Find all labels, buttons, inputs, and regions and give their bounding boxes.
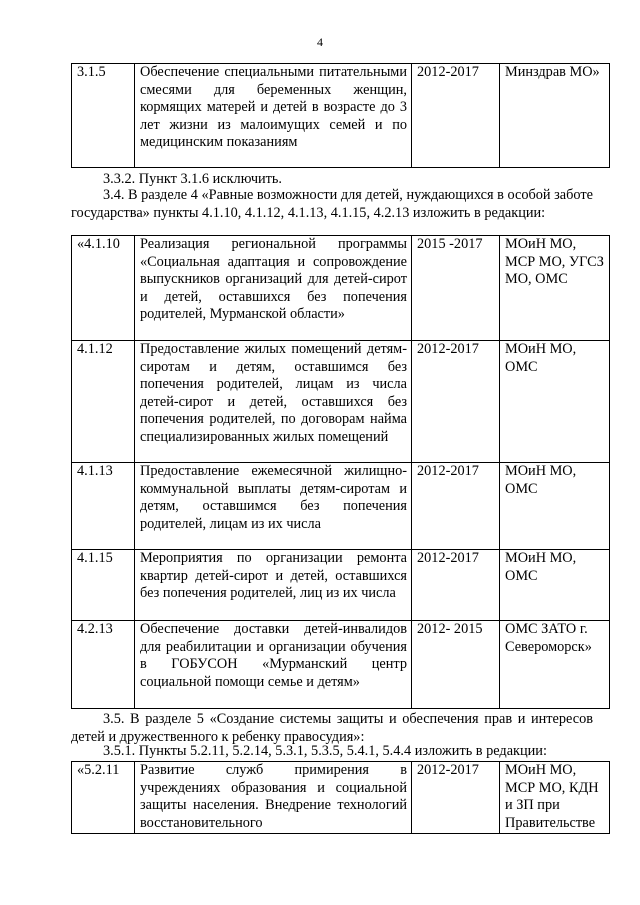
item-number: 4.1.13 — [72, 463, 135, 550]
item-period: 2012-2017 — [412, 550, 500, 621]
item-number: 4.1.15 — [72, 550, 135, 621]
paragraph-3-4: 3.4. В разделе 4 «Равные возможности для детей, нуждающихся в особой заботе государства» пункты 4.1.10, 4.1.12, 4.1.13, 4.1.15, 4.2.13 изложить в редакции: — [71, 187, 593, 221]
item-number: 3.1.5 — [72, 64, 135, 168]
item-description: Обеспечение специальными питательными смесями для беременных женщин, кормящих матерей и детей в возрасте до 3 лет жизни из малоимущих семей и по медицинским показаниям — [135, 64, 412, 168]
item-responsible: ОМС ЗАТО г. Североморск» — [500, 621, 610, 709]
item-period: 2012-2017 — [412, 762, 500, 834]
item-period: 2012-2017 — [412, 64, 500, 168]
item-period: 2012-2017 — [412, 463, 500, 550]
item-period: 2012- 2015 — [412, 621, 500, 709]
table-row — [72, 463, 610, 550]
table-row — [72, 64, 610, 168]
measures-table-section-4 — [71, 235, 610, 709]
item-responsible: МОиН МО, МСР МО, УГСЗ МО, ОМС — [500, 236, 610, 341]
paragraph-3-5-1: 3.5.1. Пункты 5.2.11, 5.2.14, 5.3.1, 5.3.5, 5.4.1, 5.4.4 изложить в редакции: — [103, 743, 547, 759]
measures-table-section-5 — [71, 761, 610, 834]
item-period: 2012-2017 — [412, 341, 500, 463]
page-number: 4 — [317, 35, 323, 49]
item-number: «4.1.10 — [72, 236, 135, 341]
table-row — [72, 621, 610, 709]
item-responsible: МОиН МО, ОМС — [500, 463, 610, 550]
item-number: 4.1.12 — [72, 341, 135, 463]
item-responsible: МОиН МО, МСР МО, КДН и ЗП при Правительстве — [500, 762, 610, 834]
item-description: Реализация региональной программы «Социальная адаптация и сопровождение выпускников организаций для детей-сирот и детей, оставшихся без попечения родителей, Мурманской области» — [135, 236, 412, 341]
item-description: Предоставление жилых помещений детям-сиротам и детям, оставшимся без попечения родителей, лицам из числа детей-сирот и детей, оставшихся без попечения родителей, по договорам найма специализированных жилых помещений — [135, 341, 412, 463]
item-number: 4.2.13 — [72, 621, 135, 709]
paragraph-3-5: 3.5. В разделе 5 «Создание системы защиты и обеспечения прав и интересов детей и дружественного к ребенку правосудия»: — [71, 711, 593, 745]
item-description: Развитие служб примирения в учреждениях образования и социальной защиты населения. Внедрение технологий восстановительного — [135, 762, 412, 834]
table-row — [72, 762, 610, 834]
item-description: Предоставление ежемесячной жилищно-коммунальной выплаты детям-сиротам и детям, оставшимся без попечения родителей, лицам из их числа — [135, 463, 412, 550]
item-responsible: МОиН МО, ОМС — [500, 341, 610, 463]
table-row — [72, 550, 610, 621]
table-row — [72, 341, 610, 463]
table-row — [72, 236, 610, 341]
item-description: Мероприятия по организации ремонта квартир детей-сирот и детей, оставшихся без попечения родителей, лиц из их числа — [135, 550, 412, 621]
paragraph-3-3-2: 3.3.2. Пункт 3.1.6 исключить. — [103, 171, 283, 187]
item-period: 2015 -2017 — [412, 236, 500, 341]
item-description: Обеспечение доставки детей-инвалидов для реабилитации и организации обучения в ГОБУСОН «Мурманский центр социальной помощи семье и детям» — [135, 621, 412, 709]
measures-table-section-3 — [71, 63, 610, 168]
item-responsible: Минздрав МО» — [500, 64, 610, 168]
item-responsible: МОиН МО, ОМС — [500, 550, 610, 621]
item-number: «5.2.11 — [72, 762, 135, 834]
